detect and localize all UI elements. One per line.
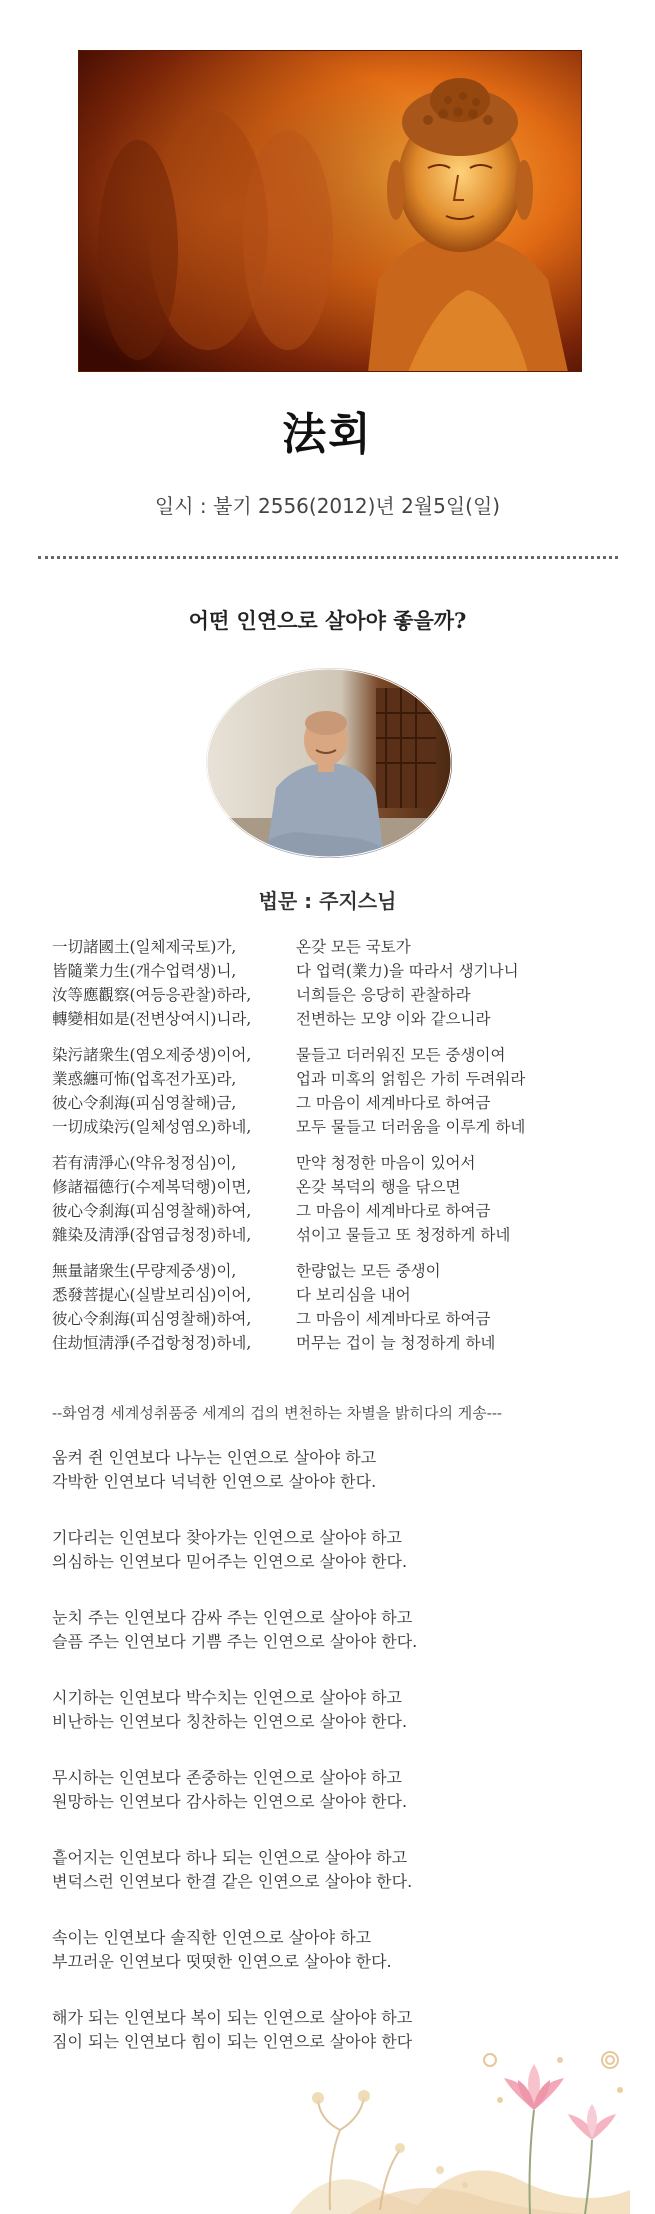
sermon-paragraph (52, 1926, 632, 1974)
sermon-line: 의심하는 인연보다 믿어주는 인연으로 살아야 한다. (52, 1552, 408, 1571)
verse-line (52, 1307, 632, 1331)
sermon-line: 흩어지는 인연보다 하나 되는 인연으로 살아야 하고 (52, 1848, 408, 1867)
verse-line (52, 1259, 632, 1283)
sermon-line: 기다리는 인연보다 찾아가는 인연으로 살아야 하고 (52, 1528, 403, 1547)
verse-line (52, 1331, 632, 1355)
verse-original: 修諸福德行(수제복덕행)이면, (52, 1178, 252, 1196)
verse-translation: 온갖 복덕의 행을 닦으면 (296, 1178, 461, 1196)
page-title: 法회 (282, 409, 373, 460)
sermon-line: 비난하는 인연보다 칭찬하는 인연으로 살아야 한다. (52, 1712, 408, 1731)
sermon-subtitle: 어떤 인연으로 살아야 좋을까? (188, 608, 467, 633)
verse-original: 一切諸國土(일체제국토)가, (52, 938, 237, 956)
verse-original: 雜染及淸淨(잡염급청정)하네, (52, 1226, 252, 1244)
verse-translation: 다 업력(業力)을 따라서 생기나니 (296, 962, 519, 980)
verse-stanza (52, 1151, 632, 1247)
scripture-source: --화엄경 세계성취품중 세계의 겁의 변천하는 차별을 밝히다의 게송--- (52, 1404, 502, 1422)
verse-original: 若有淸淨心(약유청정심)이, (52, 1154, 237, 1172)
verse-line (52, 983, 632, 1007)
verse-original: 彼心令刹海(피심영찰해)금, (52, 1094, 237, 1112)
verse-line (52, 1115, 632, 1139)
sermon-line: 각박한 인연보다 넉넉한 인연으로 살아야 한다. (52, 1472, 377, 1491)
sermon-paragraph (52, 1766, 632, 1814)
verse-original: 彼心令刹海(피심영찰해)하여, (52, 1310, 252, 1328)
verse-original: 彼心令刹海(피심영찰해)하여, (52, 1202, 252, 1220)
verse-line (52, 1223, 632, 1247)
sermon-line: 짐이 되는 인연보다 힘이 되는 인연으로 살아야 한다 (52, 2032, 413, 2051)
sermon-line: 슬픔 주는 인연보다 기쁨 주는 인연으로 살아야 한다. (52, 1632, 418, 1651)
verse-line (52, 1067, 632, 1091)
verse-translation: 온갖 모든 국토가 (296, 938, 411, 956)
lotus-flower-decoration (290, 2040, 630, 2214)
monk-portrait-photo (206, 668, 452, 858)
verse-original: 轉變相如是(전변상여시)니라, (52, 1010, 252, 1028)
sermon-line: 변덕스런 인연보다 한결 같은 인연으로 살아야 한다. (52, 1872, 413, 1891)
event-date: 일시 : 불기 2556(2012)년 2월5일(일) (154, 494, 501, 518)
verse-line (52, 935, 632, 959)
verse-translation: 그 마음이 세계바다로 하여금 (296, 1094, 491, 1112)
verse-translation: 모두 물들고 더러움을 이루게 하네 (296, 1118, 526, 1136)
verse-original: 住劫恒淸淨(주겁항청정)하네, (52, 1334, 252, 1352)
verse-stanza (52, 1259, 632, 1355)
sermon-line: 부끄러운 인연보다 떳떳한 인연으로 살아야 한다. (52, 1952, 392, 1971)
verse-line (52, 1091, 632, 1115)
verse-line (52, 1283, 632, 1307)
verse-original: 染污諸衆生(염오제중생)이어, (52, 1046, 252, 1064)
verse-line (52, 959, 632, 983)
verse-line (52, 1151, 632, 1175)
verse-original: 汝等應觀察(여등응관찰)하라, (52, 986, 252, 1004)
verse-line (52, 1199, 632, 1223)
sermon-line: 무시하는 인연보다 존중하는 인연으로 살아야 하고 (52, 1768, 403, 1787)
verse-line (52, 1007, 632, 1031)
buddha-statue-photo (78, 50, 582, 372)
verse-line (52, 1175, 632, 1199)
sermon-paragraph (52, 1526, 632, 1574)
sermon-paragraph (52, 1846, 632, 1894)
verse-line (52, 1043, 632, 1067)
sermon-line: 시기하는 인연보다 박수치는 인연으로 살아야 하고 (52, 1688, 403, 1707)
verse-original: 無量諸衆生(무량제중생)이, (52, 1262, 237, 1280)
sermon-line: 원망하는 인연보다 감사하는 인연으로 살아야 한다. (52, 1792, 408, 1811)
sermon-line: 움켜 쥔 인연보다 나누는 인연으로 살아야 하고 (52, 1448, 377, 1467)
verse-original: 皆隨業力生(개수업력생)니, (52, 962, 237, 980)
verse-translation: 물들고 더러워진 모든 중생이여 (296, 1046, 506, 1064)
verse-translation: 그 마음이 세계바다로 하여금 (296, 1310, 491, 1328)
sermon-paragraph (52, 1606, 632, 1654)
verse-translation: 섞이고 물들고 또 청정하게 하네 (296, 1226, 511, 1244)
verse-original: 悉發菩提心(실발보리심)이어, (52, 1286, 252, 1304)
sermon-line: 눈치 주는 인연보다 감싸 주는 인연으로 살아야 하고 (52, 1608, 413, 1627)
verse-translation: 한량없는 모든 중생이 (296, 1262, 441, 1280)
scripture-verses (52, 935, 632, 1367)
verse-stanza (52, 1043, 632, 1139)
dotted-divider (38, 556, 618, 559)
verse-translation: 만약 청정한 마음이 있어서 (296, 1154, 476, 1172)
verse-original: 業惑纏可怖(업혹전가포)라, (52, 1070, 237, 1088)
sermon-line: 속이는 인연보다 솔직한 인연으로 살아야 하고 (52, 1928, 372, 1947)
sermon-paragraph (52, 1446, 632, 1494)
sermon-body (52, 1446, 632, 2086)
sermon-line: 해가 되는 인연보다 복이 되는 인연으로 살아야 하고 (52, 2008, 413, 2027)
verse-translation: 너희들은 응당히 관찰하라 (296, 986, 471, 1004)
verse-original: 一切成染污(일체성염오)하네, (52, 1118, 252, 1136)
verse-translation: 업과 미혹의 얽힘은 가히 두려워라 (296, 1070, 526, 1088)
verse-translation: 다 보리심을 내어 (296, 1286, 411, 1304)
speaker-label: 법문 : 주지스님 (258, 889, 397, 913)
verse-stanza (52, 935, 632, 1031)
sermon-paragraph (52, 1686, 632, 1734)
verse-translation: 머무는 겁이 늘 청정하게 하네 (296, 1334, 496, 1352)
verse-translation: 그 마음이 세계바다로 하여금 (296, 1202, 491, 1220)
verse-translation: 전변하는 모양 이와 같으니라 (296, 1010, 491, 1028)
